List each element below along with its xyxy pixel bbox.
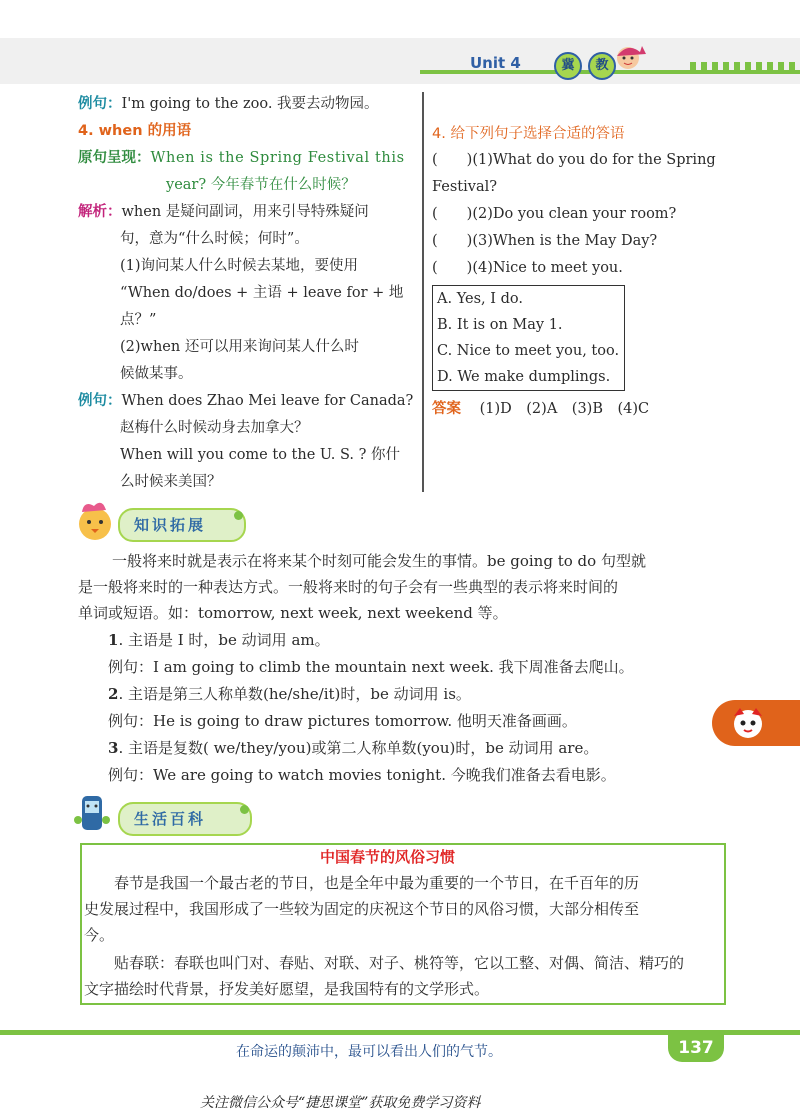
rule-3: 3. 主语是复数( we/they/you)或第二人称单数(you)时，be 动词用 are。 [108,739,599,757]
example-sentence: 例句：I'm going to the zoo. 我要去动物园。 [78,96,379,112]
publisher-badge-2: 教 [588,52,616,80]
bottom-note: 关注微信公众号“捷思课堂”获取免费学习资料 [200,1095,481,1111]
box-line: 春节是我国一个最古老的节日，也是全年中最为重要的一个节日，在千百年的历 [114,874,640,892]
example-when-first: 例句：When does Zhao Mei leave for Canada? [78,393,414,409]
mascot-chick-icon [72,498,118,544]
analysis-line: “When do/does + 主语 + leave for + 地 [120,285,404,301]
phone-mascot-icon [72,792,112,836]
box-line: 文字描绘时代背景，抒发美好愿望，是我国特有的文学形式。 [84,980,490,998]
header-band [0,38,800,84]
tag-dot [240,805,249,814]
section-tag-life: 生活百科 [118,802,252,836]
page-number: 137 [668,1034,724,1062]
side-mascot-icon [730,706,766,740]
publisher-badge-1: 冀 [554,52,582,80]
analysis-line: 候做某事。 [120,366,193,382]
rule-1-example: 例句：I am going to climb the mountain next week. 我下周准备去爬山。 [108,658,634,676]
box-line: 贴春联：春联也叫门对、春贴、对联、对子、桃符等，它以工整、对偶、简洁、精巧的 [114,954,685,972]
box-line: 史发展过程中，我国形成了一些较为固定的庆祝这个节日的风俗习惯，大部分相传至 [84,900,640,918]
tag-dot [234,511,243,520]
exercise-question: ( )(3)When is the May Day? [432,233,658,249]
rule-2: 2. 主语是第三人称单数(he/she/it)时，be 动词用 is。 [108,685,471,703]
original-sentence-cont: year? 今年春节在什么时候？ [166,177,356,193]
analysis-line: (2)when 还可以用来询问某人什么时 [120,339,359,355]
example-when-line: 么时候来美国？ [120,474,222,490]
box-title: 中国春节的风俗习惯 [320,848,456,866]
mascot-icon [612,42,652,72]
option-b: B. It is on May 1. [437,317,563,333]
knowledge-paragraph: 是一般将来时的一种表达方式。一般将来时的句子会有一些典型的表示将来时间的 [78,578,619,596]
option-c: C. Nice to meet you, too. [437,343,620,359]
knowledge-paragraph: 一般将来时就是表示在将来某个时刻可能会发生的事情。be going to do 句型就 [112,552,646,570]
footer-motto: 在命运的颠沛中，最可以看出人们的气节。 [236,1044,502,1060]
exercise-question: ( )(4)Nice to meet you. [432,260,623,276]
example-when-line: 赵梅什么时候动身去加拿大？ [120,420,309,436]
analysis-line: (1)询问某人什么时候去某地，要使用 [120,258,359,274]
original-sentence: 原句呈现：When is the Spring Festival this [78,150,405,166]
analysis-line: 点？” [120,312,157,328]
rule-3-example: 例句：We are going to watch movies tonight. 今晚我们准备去看电影。 [108,766,616,784]
section-tag-knowledge: 知识拓展 [118,508,246,542]
header-pattern [690,62,800,74]
answer-row: 答案 (1)D (2)A (3)B (4)C [432,401,650,417]
section-heading-when: 4. when 的用语 [78,123,192,139]
rule-2-example: 例句：He is going to draw pictures tomorrow. 他明天准备画画。 [108,712,577,730]
box-line: 今。 [84,926,115,944]
analysis-first: 解析：when 是疑问副词，用来引导特殊疑问 [78,204,369,220]
exercise-heading: 4. 给下列句子选择合适的答语 [432,126,625,142]
unit-title: Unit 4 [470,54,521,72]
option-a: A. Yes, I do. [437,291,523,307]
analysis-line: 句，意为“什么时候；何时”。 [120,231,309,247]
exercise-question: ( )(2)Do you clean your room? [432,206,677,222]
example-when-line: When will you come to the U. S. ? 你什 [120,447,401,463]
option-d: D. We make dumplings. [437,369,611,385]
exercise-question-cont: Festival? [432,179,498,195]
rule-1: 1. 主语是 I 时，be 动词用 am。 [108,631,330,649]
knowledge-paragraph: 单词或短语。如：tomorrow, next week, next weekend 等。 [78,604,508,622]
column-divider [422,92,424,492]
exercise-question: ( )(1)What do you do for the Spring [432,152,716,168]
